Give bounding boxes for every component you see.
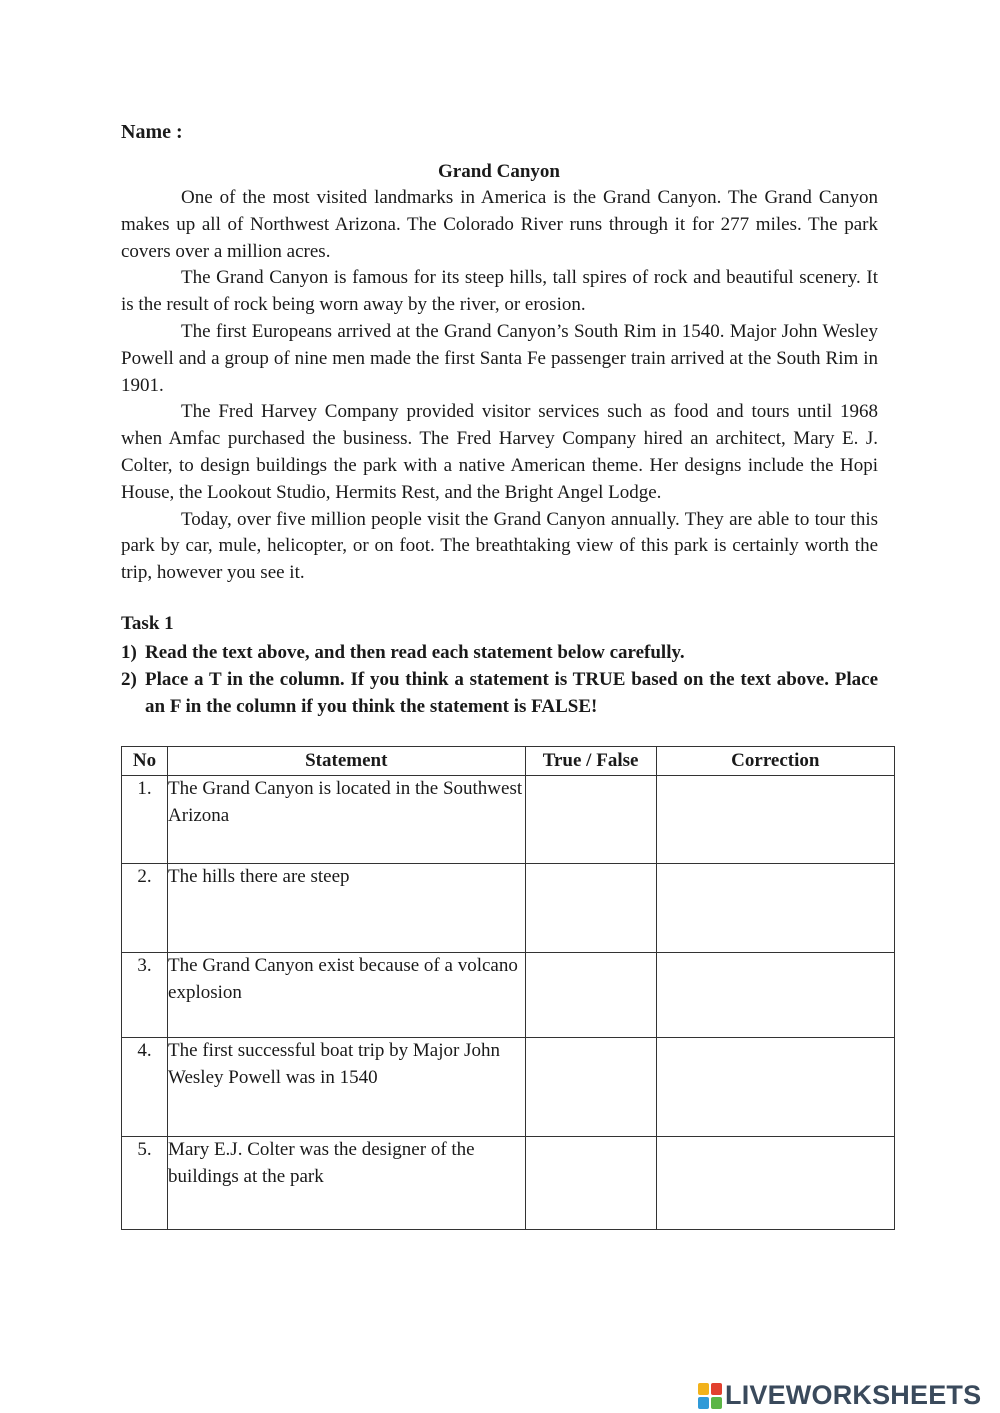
logo-square: [698, 1383, 709, 1395]
passage-paragraph: The Fred Harvey Company provided visitor services such as food and tours until 1968 when Amfac purchased the business. The Fred Harvey Company hired an architect, Mary E. J. Colter, to design buildings the park with a native American theme. Her designs include the Hopi House, the Lookout Studio, Hermits Rest, and the Bright Angel Lodge.: [121, 401, 878, 503]
liveworksheets-logo: [698, 1380, 981, 1411]
table-row: [122, 953, 895, 1038]
row-statement: The Grand Canyon is located in the Southwest Arizona: [168, 776, 525, 864]
logo-square: [698, 1397, 709, 1409]
reading-passage: [121, 185, 878, 587]
instruction-item: [121, 640, 878, 667]
header-no: No: [122, 747, 168, 776]
true-false-answer-cell[interactable]: [525, 864, 656, 953]
row-statement: The hills there are steep: [168, 864, 525, 953]
correction-answer-cell[interactable]: [656, 953, 894, 1038]
header-true-false: True / False: [525, 747, 656, 776]
passage-title: Grand Canyon: [438, 161, 560, 182]
header-correction: Correction: [656, 747, 894, 776]
correction-answer-cell[interactable]: [656, 776, 894, 864]
correction-answer-cell[interactable]: [656, 1137, 894, 1230]
true-false-answer-cell[interactable]: [525, 776, 656, 864]
passage-paragraph: The Grand Canyon is famous for its steep hills, tall spires of rock and beautiful scenery. It is the result of rock being worn away by the river, or erosion.: [121, 267, 878, 316]
instruction-number: 2): [121, 668, 137, 690]
table-header-row: [122, 747, 895, 776]
row-statement: The Grand Canyon exist because of a volcano explosion: [168, 953, 525, 1038]
instruction-text: Read the text above, and then read each statement below carefully.: [145, 642, 685, 663]
name-label: Name :: [121, 121, 183, 143]
passage-paragraph: One of the most visited landmarks in America is the Grand Canyon. The Grand Canyon makes up all of Northwest Arizona. The Colorado River runs through it for 277 miles. The park covers over a million acres.: [121, 187, 878, 262]
logo-text: LIVEWORKSHEETS: [725, 1380, 982, 1410]
header-statement: Statement: [168, 747, 525, 776]
true-false-answer-cell[interactable]: [525, 1137, 656, 1230]
passage-paragraph: Today, over five million people visit the Grand Canyon annually. They are able to tour this park by car, mule, helicopter, or on foot. The breathtaking view of this park is certainly worth the trip, however you see it.: [121, 508, 878, 584]
table-row: [122, 864, 895, 953]
true-false-table: [121, 746, 895, 1230]
correction-answer-cell[interactable]: [656, 1038, 894, 1137]
row-number: 2.: [122, 864, 168, 953]
instruction-text: Place a T in the column. If you think a statement is TRUE based on the text above. Place an F in the column if you think the statement is FALSE!: [145, 668, 878, 717]
instruction-number: 1): [121, 642, 137, 663]
logo-square: [711, 1383, 722, 1395]
table-row: [122, 1038, 895, 1137]
row-number: 4.: [122, 1038, 168, 1137]
passage-paragraph: The first Europeans arrived at the Grand Canyon’s South Rim in 1540. Major John Wesley Powell and a group of nine men made the first Santa Fe passenger train arrived at the South Rim in 1901.: [121, 320, 878, 396]
true-false-answer-cell[interactable]: [525, 953, 656, 1038]
table-row: [122, 776, 895, 864]
row-number: 3.: [122, 953, 168, 1038]
row-number: 1.: [122, 776, 168, 864]
instruction-item: [121, 667, 878, 721]
correction-answer-cell[interactable]: [656, 864, 894, 953]
row-statement: Mary E.J. Colter was the designer of the buildings at the park: [168, 1137, 525, 1230]
row-statement: The first successful boat trip by Major John Wesley Powell was in 1540: [168, 1038, 525, 1137]
logo-square: [711, 1397, 722, 1409]
true-false-answer-cell[interactable]: [525, 1038, 656, 1137]
table-row: [122, 1137, 895, 1230]
row-number: 5.: [122, 1137, 168, 1230]
task-title: Task 1: [121, 613, 174, 634]
task-instructions: [121, 640, 878, 720]
liveworksheets-logo-icon: [698, 1383, 722, 1409]
